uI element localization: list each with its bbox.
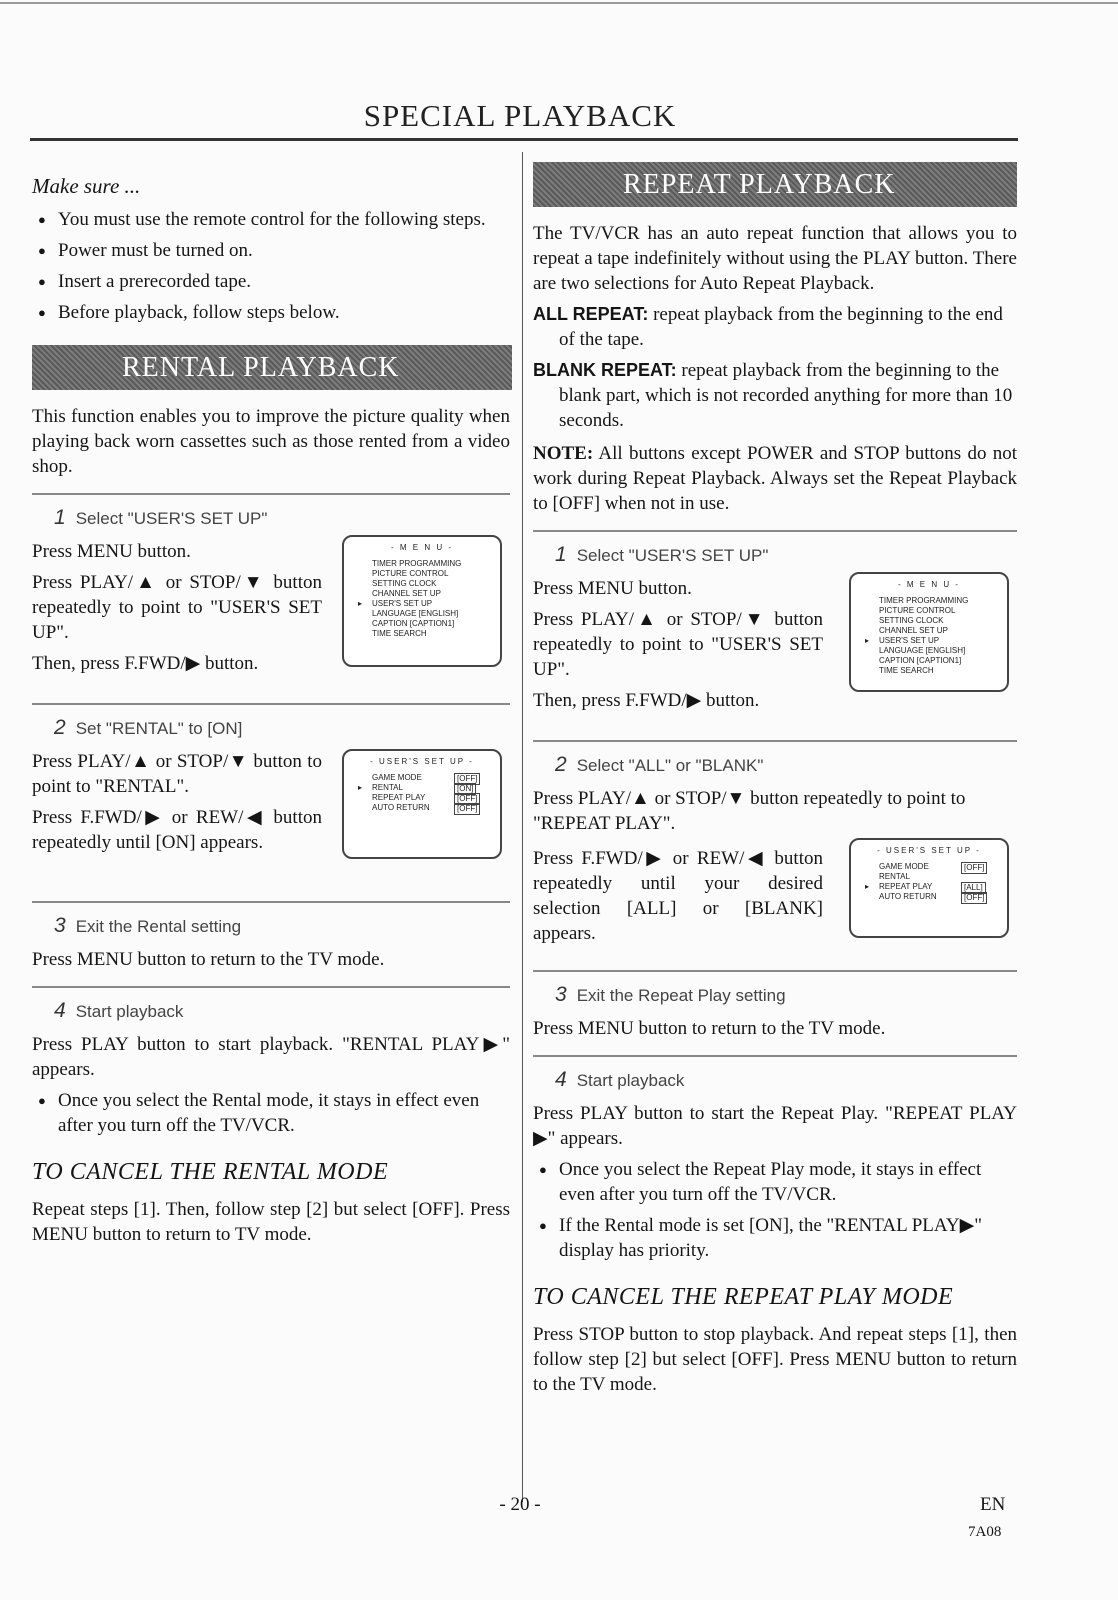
repeat-playback-banner: REPEAT PLAYBACK bbox=[533, 162, 1017, 207]
menu-screen-illustration bbox=[342, 535, 502, 667]
note-label: NOTE: bbox=[533, 443, 594, 464]
menu-item-label: GAME MODE bbox=[372, 773, 422, 782]
step-title: Start playback bbox=[576, 1071, 685, 1090]
right-column bbox=[533, 162, 1017, 1397]
list-item: ● Power must be turned on. bbox=[32, 238, 510, 263]
page-number: - 20 - bbox=[499, 1494, 541, 1515]
blank-repeat-label: BLANK REPEAT: bbox=[533, 360, 677, 380]
all-repeat-definition bbox=[533, 302, 1017, 352]
step-number: 4 bbox=[54, 999, 66, 1022]
rental-step-4-heading bbox=[54, 998, 510, 1024]
list-item: ● You must use the remote control for the following steps. bbox=[32, 207, 510, 232]
left-column bbox=[32, 160, 510, 1247]
step-line: Press MENU button. bbox=[32, 541, 191, 562]
menu-item-label: REPEAT PLAY bbox=[372, 793, 426, 802]
repeat-step-3-heading bbox=[555, 982, 1017, 1008]
menu-item bbox=[354, 793, 490, 803]
repeat-step-2-heading bbox=[555, 752, 1017, 778]
rental-step-3-body bbox=[32, 947, 510, 972]
rental-step-2-heading bbox=[54, 715, 510, 741]
users-screen-title: - USER'S SET UP - bbox=[370, 757, 474, 766]
menu-item-value: [OFF] bbox=[454, 793, 480, 805]
menu-item: TIMER PROGRAMMING bbox=[372, 559, 462, 568]
step-title: Start playback bbox=[75, 1002, 184, 1021]
menu-item-selected bbox=[861, 882, 997, 892]
menu-screen-illustration bbox=[849, 572, 1009, 692]
menu-item-selected: ▸ USER'S SET UP bbox=[861, 636, 997, 646]
step-number: 2 bbox=[54, 716, 66, 739]
menu-item: SETTING CLOCK bbox=[372, 579, 437, 588]
menu-item: PICTURE CONTROL bbox=[879, 606, 956, 615]
step-number: 1 bbox=[54, 506, 66, 529]
step-title: Exit the Repeat Play setting bbox=[576, 986, 786, 1005]
users-setup-screen-illustration bbox=[342, 749, 502, 859]
repeat-step-1-heading bbox=[555, 542, 1017, 568]
menu-item-selected bbox=[354, 783, 490, 793]
repeat-intro: The TV/VCR has an auto repeat function that allows you to repeat a tape indefinitely without using the PLAY button. There are two selections for Auto Repeat Playback. bbox=[533, 223, 1017, 294]
step-line: Press MENU button to return to the TV mode. bbox=[32, 949, 385, 970]
menu-screen-title: - M E N U - bbox=[898, 580, 960, 589]
list-item: ● Insert a prerecorded tape. bbox=[32, 269, 510, 294]
list-item: ● Before playback, follow steps below. bbox=[32, 300, 510, 325]
menu-item-value: [ON] bbox=[454, 783, 476, 795]
language-code: EN bbox=[980, 1494, 1006, 1515]
step-line: Press PLAY/▲ or STOP/▼ button repeatedly to point to "USER'S SET UP". bbox=[533, 609, 823, 680]
repeat-note-list bbox=[533, 1157, 1017, 1263]
step-divider bbox=[32, 901, 510, 903]
title-rule bbox=[30, 138, 1018, 141]
step-divider bbox=[533, 530, 1017, 532]
step-title: Select "USER'S SET UP" bbox=[576, 546, 769, 565]
menu-item: TIME SEARCH bbox=[372, 629, 427, 638]
blank-repeat-text: repeat playback from the beginning to the blank part, which is not recorded anything for more than 10 seconds. bbox=[559, 360, 1013, 431]
repeat-step-1-body bbox=[533, 576, 1017, 726]
menu-item: PICTURE CONTROL bbox=[372, 569, 449, 578]
column-divider bbox=[522, 152, 523, 1502]
menu-item-value: [OFF] bbox=[454, 773, 480, 785]
menu-item-value: [OFF] bbox=[961, 862, 987, 874]
step-line: Press PLAY button to start the Repeat Play. "REPEAT PLAY ▶" appears. bbox=[533, 1103, 1017, 1149]
cancel-rental-text: Repeat steps [1]. Then, follow step [2] but select [OFF]. Press MENU button to return to TV mode. bbox=[32, 1199, 510, 1245]
users-screen-title: - USER'S SET UP - bbox=[877, 846, 981, 855]
menu-item: CAPTION [CAPTION1] bbox=[372, 619, 455, 628]
step-title: Select "USER'S SET UP" bbox=[75, 509, 268, 528]
step-line: Press MENU button to return to the TV mode. bbox=[533, 1018, 886, 1039]
make-sure-list bbox=[32, 207, 510, 325]
menu-item: LANGUAGE [ENGLISH] bbox=[879, 646, 966, 655]
rental-note-list bbox=[32, 1088, 510, 1138]
menu-item-label: REPEAT PLAY bbox=[879, 882, 933, 891]
menu-item-value: [OFF] bbox=[961, 892, 987, 904]
users-setup-screen-illustration bbox=[849, 838, 1009, 938]
step-number: 1 bbox=[555, 543, 567, 566]
cancel-repeat-heading: TO CANCEL THE REPEAT PLAY MODE bbox=[533, 1284, 954, 1310]
menu-item-label: AUTO RETURN bbox=[372, 803, 430, 812]
repeat-step-4-heading bbox=[555, 1067, 1017, 1093]
repeat-step-2-body bbox=[533, 786, 1017, 956]
top-edge-rule bbox=[0, 2, 1118, 4]
rental-step-2-body bbox=[32, 749, 510, 887]
document-code: 7A08 bbox=[968, 1524, 1002, 1540]
step-line: Press MENU button. bbox=[533, 578, 692, 599]
cancel-repeat-text: Press STOP button to stop playback. And repeat steps [1], then follow step [2] but select [OFF]. Press MENU button to return to the TV mode. bbox=[533, 1324, 1017, 1395]
step-number: 4 bbox=[555, 1068, 567, 1091]
menu-item-value: [ALL] bbox=[961, 882, 986, 894]
menu-item bbox=[354, 773, 490, 783]
list-item: ● Once you select the Repeat Play mode, it stays in effect even after you turn off the TV/VCR. bbox=[533, 1157, 1017, 1207]
all-repeat-label: ALL REPEAT: bbox=[533, 304, 649, 324]
step-divider bbox=[32, 703, 510, 705]
step-number: 3 bbox=[54, 914, 66, 937]
step-line: Then, press F.FWD/▶ button. bbox=[32, 653, 259, 674]
step-line: Then, press F.FWD/▶ button. bbox=[533, 690, 760, 711]
repeat-note bbox=[533, 441, 1017, 516]
step-line: Press PLAY button to start playback. "RENTAL PLAY▶" appears. bbox=[32, 1034, 510, 1080]
menu-item-value: [OFF] bbox=[454, 803, 480, 815]
step-divider bbox=[32, 986, 510, 988]
step-line: Press PLAY/▲ or STOP/▼ button repeatedly to point to "USER'S SET UP". bbox=[32, 572, 322, 643]
step-line: Press PLAY/▲ or STOP/▼ button repeatedly to point to "REPEAT PLAY". bbox=[533, 788, 966, 834]
rental-step-1-heading bbox=[54, 505, 510, 531]
step-title: Exit the Rental setting bbox=[75, 917, 242, 936]
step-divider bbox=[533, 740, 1017, 742]
step-line: Press F.FWD/▶ or REW/◀ button repeatedly until [ON] appears. bbox=[32, 807, 322, 853]
menu-item: CHANNEL SET UP bbox=[372, 589, 441, 598]
step-divider bbox=[533, 1055, 1017, 1057]
menu-item: TIME SEARCH bbox=[879, 666, 934, 675]
list-item: ● Once you select the Rental mode, it stays in effect even after you turn off the TV/VCR. bbox=[32, 1088, 510, 1138]
menu-item: LANGUAGE [ENGLISH] bbox=[372, 609, 459, 618]
step-title: Select "ALL" or "BLANK" bbox=[576, 756, 764, 775]
rental-playback-banner: RENTAL PLAYBACK bbox=[32, 345, 512, 390]
rental-step-1-body bbox=[32, 539, 510, 689]
rental-step-4-body bbox=[32, 1032, 510, 1138]
menu-item: CHANNEL SET UP bbox=[879, 626, 948, 635]
rental-intro: This function enables you to improve the picture quality when playing back worn cassettes such as those rented from a video shop. bbox=[32, 406, 510, 477]
menu-item-label: GAME MODE bbox=[879, 862, 929, 871]
menu-item-label: RENTAL bbox=[372, 783, 403, 792]
step-title: Set "RENTAL" to [ON] bbox=[75, 719, 243, 738]
menu-item bbox=[861, 862, 997, 872]
menu-item: SETTING CLOCK bbox=[879, 616, 944, 625]
menu-item bbox=[354, 803, 490, 813]
step-divider bbox=[533, 970, 1017, 972]
step-number: 3 bbox=[555, 983, 567, 1006]
menu-screen-title: - M E N U - bbox=[391, 543, 453, 552]
cancel-rental-heading: TO CANCEL THE RENTAL MODE bbox=[32, 1159, 389, 1185]
menu-item: TIMER PROGRAMMING bbox=[879, 596, 969, 605]
step-line: Press PLAY/▲ or STOP/▼ button to point to "RENTAL". bbox=[32, 751, 322, 797]
menu-item-label: RENTAL bbox=[879, 872, 910, 881]
all-repeat-text: repeat playback from the beginning to the end of the tape. bbox=[559, 304, 1003, 350]
menu-item bbox=[861, 872, 997, 882]
page-title: SPECIAL PLAYBACK bbox=[363, 98, 677, 133]
menu-item-selected: ▸ USER'S SET UP bbox=[354, 599, 490, 609]
step-number: 2 bbox=[555, 753, 567, 776]
step-divider bbox=[32, 493, 510, 495]
menu-item bbox=[861, 892, 997, 902]
menu-item: CAPTION [CAPTION1] bbox=[879, 656, 962, 665]
note-text: All buttons except POWER and STOP buttons do not work during Repeat Playback. Always set the Repeat Playback to [OFF] when not in use. bbox=[533, 443, 1018, 514]
list-item: ● If the Rental mode is set [ON], the "RENTAL PLAY▶" display has priority. bbox=[533, 1213, 1017, 1263]
menu-item-label: AUTO RETURN bbox=[879, 892, 937, 901]
repeat-step-3-body bbox=[533, 1016, 1017, 1041]
repeat-step-4-body bbox=[533, 1101, 1017, 1263]
blank-repeat-definition bbox=[533, 358, 1017, 433]
rental-step-3-heading bbox=[54, 913, 510, 939]
make-sure-heading: Make sure ... bbox=[32, 174, 141, 198]
step-line: Press F.FWD/▶ or REW/◀ button repeatedly until your desired selection [ALL] or [BLANK] appears. bbox=[533, 848, 823, 944]
